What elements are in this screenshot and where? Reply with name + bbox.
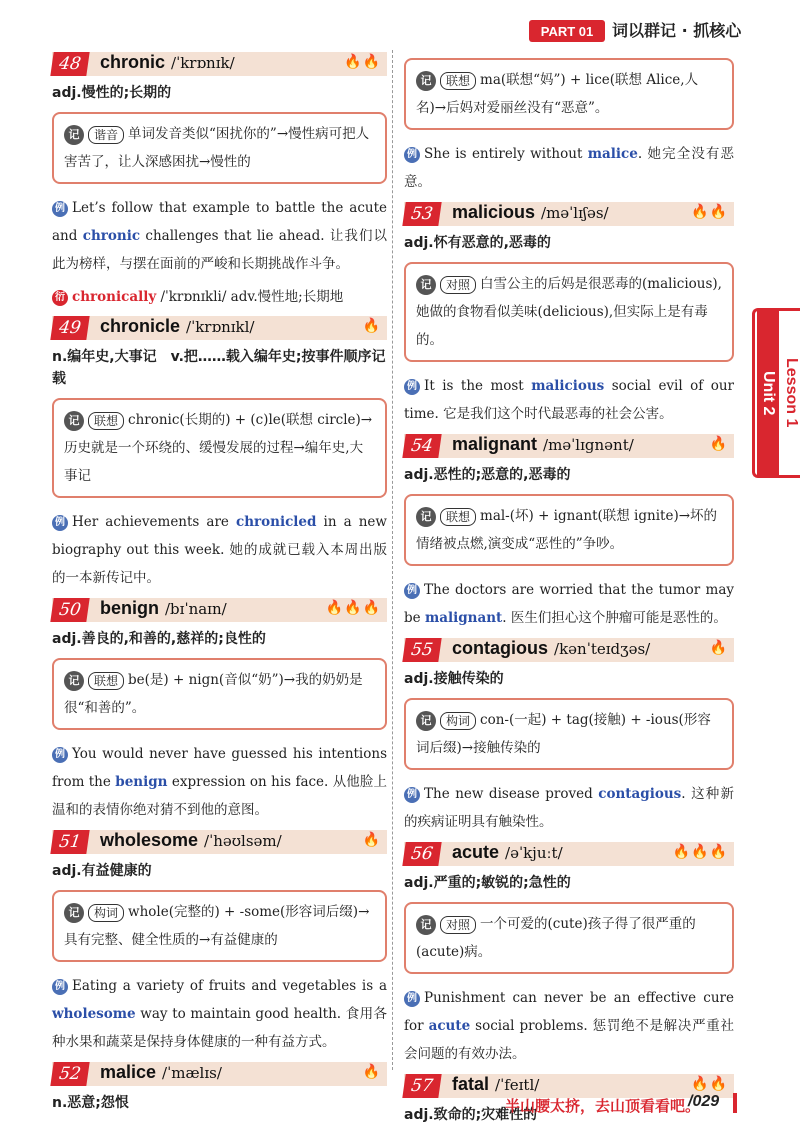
page-number: /029 — [688, 1093, 720, 1110]
header-title: 词以群记 · 抓核心 — [612, 21, 742, 40]
phonetic: /məˈlɪgnənt/ — [543, 436, 634, 454]
memory-label: 构词 — [440, 712, 476, 730]
flame-icon: 🔥 — [362, 318, 381, 334]
memory-box — [52, 398, 387, 498]
example-icon: 例 — [52, 515, 68, 531]
entry-header — [404, 842, 734, 866]
example-icon: 例 — [52, 979, 68, 995]
definition: adj.接触传染的 — [404, 671, 504, 687]
memory-icon: 记 — [416, 71, 436, 91]
page-marker — [733, 1093, 737, 1113]
phonetic: /bɪˈnaɪn/ — [165, 600, 227, 618]
entry-word: chronic /ˈkrɒnɪk/ — [100, 52, 235, 72]
memory-box — [52, 112, 387, 184]
memory-text: chronic(长期的) + (c)le(联想 circle)→历史就是一个环绕的、缓慢发展的过程→编年史,大事记 — [64, 412, 373, 484]
entry-header — [404, 202, 734, 226]
example: 例 The doctors are worried that the tumor may be malignant. 医生们担心这个肿瘤可能是恶性的。 — [404, 582, 734, 626]
entry-header — [52, 52, 387, 76]
example: 例 Her achievements are chronicled in a new biography out this week. 她的成就已载入本周出版的一本新传记中。 — [52, 514, 387, 586]
example: 例 Punishment can never be an effective cure for acute social problems. 惩罚绝不是解决严重社会问题的有效办法。 — [404, 990, 734, 1062]
memory-box — [404, 494, 734, 566]
example-icon: 例 — [404, 991, 420, 1007]
memory-box — [404, 698, 734, 770]
memory-text: con-(一起) + tag(接触) + -ious(形容词后缀)→接触传染的 — [416, 712, 711, 756]
definition: n.编年史,大事记 v.把……载入编年史;按事件顺序记载 — [52, 349, 386, 387]
entry-header — [404, 638, 734, 662]
example: 例 Let’s follow that example to battle the acute and chronic challenges that lie ahead. 让我们以此为榜样，与摆在面前的严峻和长期挑战作斗争。 — [52, 200, 387, 272]
entry-number: 49 — [50, 316, 89, 340]
memory-text: 一个可爱的(cute)孩子得了很严重的(acute)病。 — [416, 916, 696, 960]
memory-icon: 记 — [64, 125, 84, 145]
example-icon: 例 — [404, 787, 420, 803]
phonetic: /məˈlɪʃəs/ — [541, 204, 609, 222]
entry-word: malignant /məˈlɪgnənt/ — [452, 434, 634, 454]
memory-text: mal-(坏) + ignant(联想 ignite)→坏的情绪被点燃,演变成“恶性的”争吵。 — [416, 508, 718, 552]
lesson-label: Lesson 1 — [783, 358, 800, 428]
memory-box — [404, 262, 734, 362]
example-icon: 例 — [404, 147, 420, 163]
example: 例 Eating a variety of fruits and vegetables is a wholesome way to maintain good health. 食用各种水果和蔬菜是保持身体健康的一种有益方式。 — [52, 978, 387, 1050]
memory-text: 白雪公主的后妈是很恶毒的(malicious),她做的食物看似美味(delicious),但实际上是有毒的。 — [416, 276, 722, 348]
memory-label: 联想 — [88, 412, 124, 430]
entry-word: contagious /kənˈteɪdʒəs/ — [452, 638, 651, 658]
memory-text: 单词发音类似“困扰你的”→慢性病可把人害苦了，让人深感困扰→慢性的 — [64, 126, 370, 170]
example: 例 You would never have guessed his intentions from the benign expression on his face. 从他脸上温和的表情你绝对猜不到他的意图。 — [52, 746, 387, 818]
unit-label: Unit 2 — [757, 311, 779, 475]
memory-icon: 记 — [64, 671, 84, 691]
memory-icon: 记 — [416, 275, 436, 295]
phonetic: /ˈkrɒnɪkl/ — [186, 318, 255, 336]
memory-label: 联想 — [440, 508, 476, 526]
memory-icon: 记 — [416, 711, 436, 731]
phonetic: /ˈfeɪtl/ — [495, 1076, 540, 1094]
flame-icon: 🔥 — [362, 1064, 381, 1080]
memory-label: 对照 — [440, 276, 476, 294]
flame-icon: 🔥🔥🔥 — [325, 600, 381, 616]
memory-label: 联想 — [88, 672, 124, 690]
entry-word: benign /bɪˈnaɪn/ — [100, 598, 227, 618]
memory-icon: 记 — [64, 903, 84, 923]
example-icon: 例 — [404, 379, 420, 395]
entry-number: 55 — [402, 638, 441, 662]
memory-label: 构词 — [88, 904, 124, 922]
flame-icon: 🔥 — [709, 640, 728, 656]
entry-number: 53 — [402, 202, 441, 226]
entry-number: 56 — [402, 842, 441, 866]
left-column — [52, 52, 387, 1122]
entry-word: acute /əˈkjuːt/ — [452, 842, 563, 862]
example: 例 It is the most malicious social evil of our time. 它是我们这个时代最恶毒的社会公害。 — [404, 378, 734, 422]
memory-box — [52, 890, 387, 962]
entry-word: malicious /məˈlɪʃəs/ — [452, 202, 609, 222]
memory-icon: 记 — [64, 411, 84, 431]
example-icon: 例 — [404, 583, 420, 599]
entry-header — [52, 598, 387, 622]
right-column — [404, 52, 734, 1132]
derived-icon: 衍 — [52, 290, 68, 306]
memory-text: ma(联想“妈”) + lice(联想 Alice,人名)→后妈对爱丽丝没有“恶意”。 — [416, 72, 699, 116]
entry-word: chronicle /ˈkrɒnɪkl/ — [100, 316, 255, 336]
definition: adj.怀有恶意的,恶毒的 — [404, 235, 551, 251]
entry-header — [404, 434, 734, 458]
example-icon: 例 — [52, 201, 68, 217]
memory-label: 对照 — [440, 916, 476, 934]
entry-word: fatal /ˈfeɪtl/ — [452, 1074, 540, 1094]
memory-label: 联想 — [440, 72, 476, 90]
memory-icon: 记 — [416, 507, 436, 527]
column-divider — [392, 50, 393, 1070]
phonetic: /ˈhəʊlsəm/ — [204, 832, 282, 850]
definition: adj.善良的,和善的,慈祥的;良性的 — [52, 631, 266, 647]
flame-icon: 🔥🔥 — [344, 54, 381, 70]
flame-icon: 🔥 — [709, 436, 728, 452]
entry-number: 54 — [402, 434, 441, 458]
flame-icon: 🔥 — [362, 832, 381, 848]
phonetic: /əˈkjuːt/ — [505, 844, 563, 862]
example: 例 She is entirely without malice. 她完全没有恶意。 — [404, 146, 734, 190]
memory-text: whole(完整的) + -some(形容词后缀)→具有完整、健全性质的→有益健康的 — [64, 904, 370, 948]
footer-motto: 半山腰太挤，去山顶看看吧。 — [505, 1097, 701, 1115]
part-tag: PART 01 — [529, 20, 605, 42]
definition: adj.严重的;敏锐的;急性的 — [404, 875, 571, 891]
example-icon: 例 — [52, 747, 68, 763]
definition: adj.恶性的;恶意的,恶毒的 — [404, 467, 571, 483]
entry-number: 57 — [402, 1074, 441, 1098]
phonetic: /ˈkrɒnɪk/ — [171, 54, 235, 72]
unit-tab — [752, 308, 800, 478]
entry-header — [52, 830, 387, 854]
entry-word: malice /ˈmælɪs/ — [100, 1062, 222, 1082]
memory-icon: 记 — [416, 915, 436, 935]
example: 例 The new disease proved contagious. 这种新的疾病证明具有触染性。 — [404, 786, 734, 830]
definition: adj.有益健康的 — [52, 863, 152, 879]
memory-box — [404, 58, 734, 130]
entry-header — [52, 1062, 387, 1086]
entry-header — [52, 316, 387, 340]
entry-number: 50 — [50, 598, 89, 622]
entry-number: 51 — [50, 830, 89, 854]
entry-word: wholesome /ˈhəʊlsəm/ — [100, 830, 282, 850]
derived-word: 衍 chronically /ˈkrɒnɪkli/ adv.慢性地;长期地 — [52, 284, 387, 310]
definition: adj.致命的;灾难性的 — [404, 1107, 538, 1123]
memory-box — [52, 658, 387, 730]
definition: n.恶意;怨恨 — [52, 1095, 129, 1111]
flame-icon: 🔥🔥🔥 — [672, 844, 728, 860]
flame-icon: 🔥🔥 — [691, 1076, 728, 1092]
flame-icon: 🔥🔥 — [691, 204, 728, 220]
memory-box — [404, 902, 734, 974]
memory-label: 谐音 — [88, 126, 124, 144]
entry-number: 52 — [50, 1062, 89, 1086]
definition: adj.慢性的;长期的 — [52, 85, 172, 101]
phonetic: /kənˈteɪdʒəs/ — [554, 640, 651, 658]
phonetic: /ˈmælɪs/ — [162, 1064, 222, 1082]
entry-number: 48 — [50, 52, 89, 76]
memory-text: be(是) + nign(音似“奶”)→我的奶奶是很“和善的”。 — [64, 672, 363, 716]
